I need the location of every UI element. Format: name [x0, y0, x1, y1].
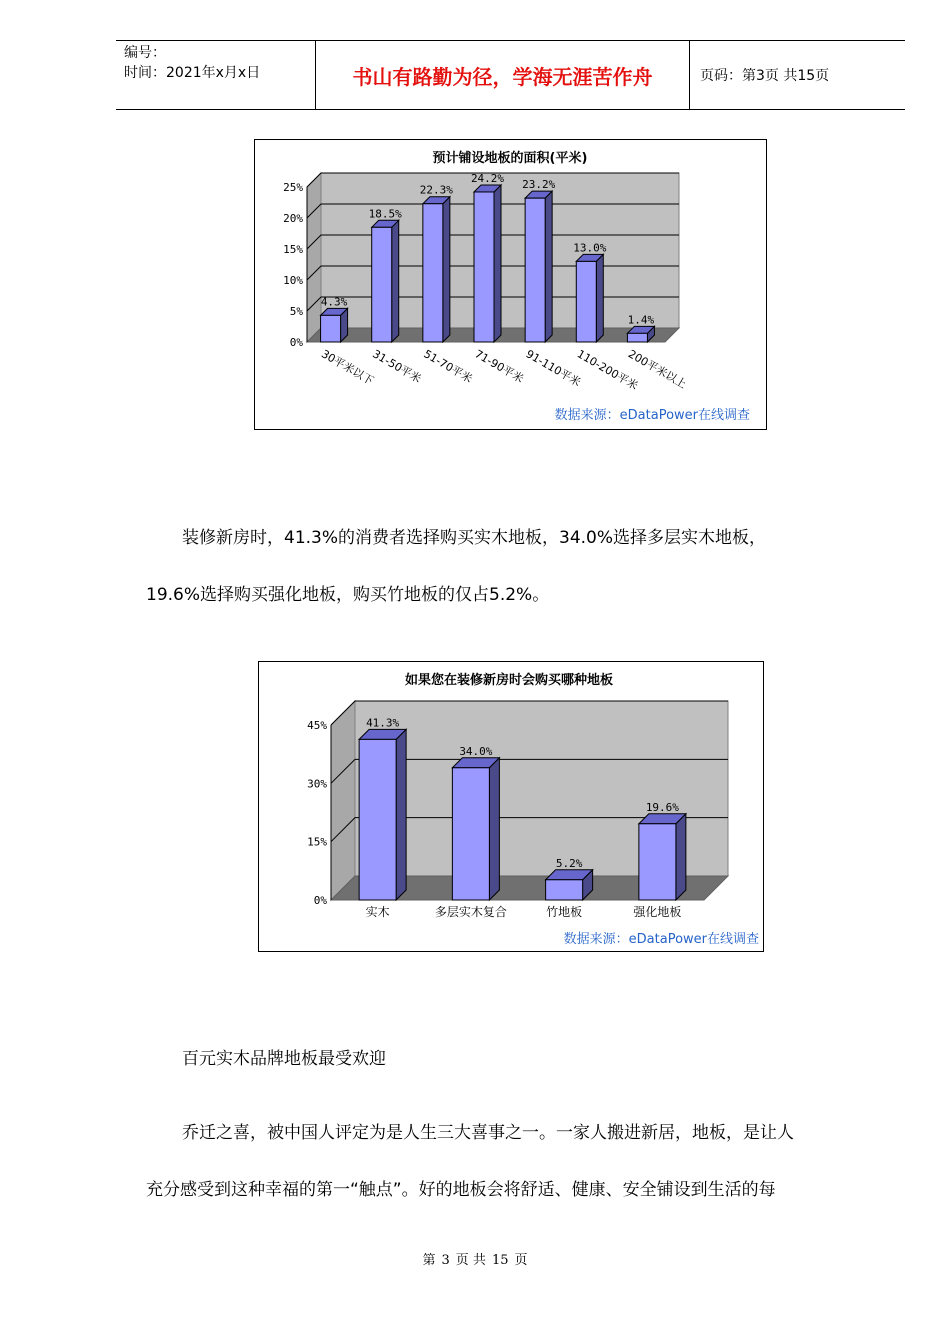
- data-label: 23.2%: [522, 178, 556, 192]
- paragraph-line: 充分感受到这种幸福的第一“触点”。好的地板会将舒适、健康、安全铺设到生活的每: [146, 1180, 776, 1200]
- chart-title: 如果您在装修新房时会购买哪种地板: [404, 673, 614, 688]
- data-label: 13.0%: [573, 241, 607, 255]
- x-tick-label: 多层实木复合: [434, 905, 507, 919]
- paragraph-line: 乔迁之喜，被中国人评定为是人生三大喜事之一。一家人搬进新居，地板，是让人: [182, 1123, 794, 1143]
- bar: [423, 204, 443, 342]
- header-meta: [116, 41, 314, 109]
- bar: [576, 261, 596, 342]
- bar: [474, 192, 494, 342]
- x-tick-label: 竹地板: [546, 905, 583, 919]
- y-tick-label: 0%: [289, 336, 303, 349]
- bar-side: [545, 191, 552, 342]
- footer-prefix: 第: [422, 1253, 436, 1268]
- bar-side: [494, 185, 501, 342]
- chart-side-wall: [331, 701, 355, 900]
- y-tick-label: 20%: [283, 212, 303, 225]
- x-tick-label: 200平米以上: [625, 347, 689, 392]
- x-tick-label: 110-200平米: [574, 347, 641, 393]
- bar: [359, 739, 396, 900]
- bar: [525, 198, 545, 342]
- x-tick-label: 91-110平米: [523, 347, 583, 390]
- bar-side: [676, 814, 686, 900]
- footer-total: 15: [491, 1253, 509, 1268]
- data-label: 41.3%: [366, 716, 400, 730]
- page-header: [116, 40, 905, 110]
- document-number-label: 编号：: [124, 45, 166, 61]
- bar: [452, 768, 489, 900]
- data-label: 4.3%: [320, 295, 348, 309]
- paragraph-line: 19.6%选择购买强化地板，购买竹地板的仅占5.2%。: [146, 585, 550, 605]
- bar-side: [596, 254, 603, 342]
- x-tick-label: 31-50平米: [370, 347, 424, 386]
- header-page-label: 页码：第3页 共15页: [700, 68, 830, 84]
- chart-side-wall: [307, 173, 321, 342]
- page-footer: [0, 1249, 950, 1268]
- x-tick-label: 强化地板: [633, 905, 682, 919]
- data-label: 18.5%: [368, 207, 402, 221]
- floor-type-bar-chart: [259, 662, 763, 951]
- x-tick-label: 71-90平米: [472, 347, 526, 386]
- chart2-source: 数据来源：eDataPower在线调查: [563, 932, 759, 947]
- bar-side: [392, 220, 399, 342]
- chart1-source: 数据来源：eDataPower在线调查: [554, 408, 750, 423]
- paragraph-line: 装修新房时，41.3%的消费者选择购买实木地板，34.0%选择多层实木地板，: [182, 528, 767, 548]
- data-label: 19.6%: [645, 800, 679, 814]
- x-tick-label: 51-70平米: [421, 347, 475, 386]
- data-label: 22.3%: [419, 183, 453, 197]
- bar-side: [489, 758, 499, 900]
- x-tick-label: 实木: [365, 905, 390, 919]
- y-tick-label: 10%: [283, 274, 303, 287]
- document-time-label: 时间：2021年x月x日: [124, 65, 261, 81]
- data-label: 5.2%: [555, 856, 583, 870]
- y-tick-label: 30%: [307, 777, 327, 791]
- bar: [321, 315, 341, 342]
- header-motto: 书山有路勤为径，学海无涯苦作舟: [315, 41, 690, 109]
- floor-type-chart-box: [258, 661, 764, 952]
- bar: [639, 824, 676, 900]
- bar-side: [443, 197, 450, 342]
- footer-page: 3: [441, 1253, 450, 1268]
- bar-side: [396, 729, 406, 900]
- y-tick-label: 25%: [283, 181, 303, 194]
- y-tick-label: 15%: [307, 835, 327, 849]
- footer-mid: 页 共: [455, 1253, 486, 1268]
- data-label: 24.2%: [470, 171, 505, 185]
- x-tick-label: 30平米以下: [319, 347, 376, 388]
- bar: [627, 333, 647, 342]
- section-heading: 百元实木品牌地板最受欢迎: [182, 1049, 386, 1069]
- y-tick-label: 5%: [289, 305, 303, 318]
- data-label: 34.0%: [459, 744, 493, 758]
- y-tick-label: 15%: [283, 243, 303, 256]
- bar: [372, 227, 392, 342]
- data-label: 1.4%: [627, 313, 655, 327]
- chart-title: 预计铺设地板的面积(平米): [432, 151, 588, 166]
- area-bar-chart: [255, 140, 766, 429]
- y-tick-label: 45%: [307, 719, 327, 732]
- area-chart-box: [254, 139, 767, 430]
- footer-suffix: 页: [514, 1253, 528, 1268]
- bar: [546, 880, 583, 900]
- y-tick-label: 0%: [313, 894, 327, 907]
